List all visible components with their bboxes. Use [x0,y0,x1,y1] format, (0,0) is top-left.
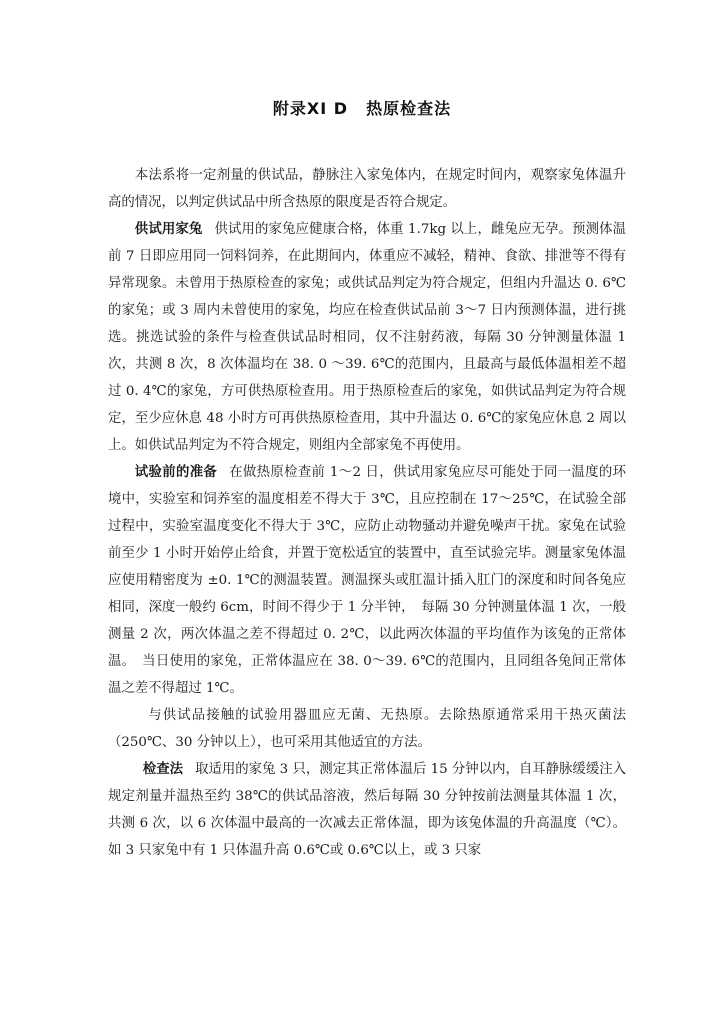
apparatus-paragraph: 与供试品接触的试验用器皿应无菌、无热原。去除热原通常采用干热灭菌法（250℃、30 分钟以上），也可采用其他适宜的方法。 [108,708,626,750]
section-rabbits [108,216,626,459]
document-body [108,162,626,864]
title-appendix-number: 附录XI D [272,99,349,118]
section-heading: 试验前的准备 [134,465,218,480]
section-heading: 检查法 [142,762,184,777]
section-text: 在做热原检查前 1～2 日，供试用家兔应尽可能处于同一温度的环境中，实验室和饲养室的温度相差不得大于 3℃，且应控制在 17～25℃，在试验全部过程中，实验室温度变化不得大于 3℃，应防止动物骚动并避免噪声干扰。家兔在试验前至少 1 小时开始停止给食，并置于宽松适宜的装置中，直至试验完毕。测量家兔体温应使用精密度为 ±0. 1℃的测温装置。测温探头或肛温计插入肛门的深度和时间各兔应相同，深度一般约 6cm，时间不得少于 1 分半钟， 每隔 30 分钟测量体温 1 次，一般测量 2 次，两次体温之差不得超过 0. 2℃，以此两次体温的平均值作为该兔的正常体温。 当日使用的家兔，正常体温应在 38. 0～39. 6℃的范围内，且同组各兔间正常体温之差不得超过 1℃。 [108,465,626,696]
title-method-name: 热原检查法 [366,99,452,118]
section-text: 供试用的家兔应健康合格，体重 1.7kg 以上，雌兔应无孕。预测体温前 7 日即应用同一饲料饲养，在此期间内，体重应不减轻，精神、食欲、排泄等不得有异常现象。未曾用于热原检查的家兔；或供试品判定为符合规定，但组内升温达 0. 6℃的家兔；或 3 周内未曾使用的家兔，均应在检查供试品前 3～7 日内预测体温，进行挑选。挑选试验的条件与检查供试品时相同，仅不注射药液，每隔 30 分钟测量体温 1 次，共测 8 次，8 次体温均在 38. 0 ～39. 6℃的范围内，且最高与最低体温相差不超过 0. 4℃的家兔，方可供热原检查用。用于热原检查后的家兔，如供试品判定为符合规定，至少应休息 48 小时方可再供热原检查用，其中升温达 0. 6℃的家兔应休息 2 周以上。如供试品判定为不符合规定，则组内全部家兔不再使用。 [108,222,627,453]
intro-paragraph: 本法系将一定剂量的供试品，静脉注入家兔体内，在规定时间内，观察家兔体温升高的情况，以判定供试品中所含热原的限度是否符合规定。 [108,168,626,210]
section-heading: 供试用家兔 [134,222,203,237]
section-method [108,756,626,864]
section-text: 取适用的家兔 3 只，测定其正常体温后 15 分钟以内，自耳静脉缓缓注入规定剂量并温热至约 38℃的供试品溶液，然后每隔 30 分钟按前法测量其体温 1 次，共测 6 次，以 6 次体温中最高的一次减去正常体温，即为该兔体温的升高温度（℃）。如 3 只家兔中有 1 只体温升高 0.6℃或 0.6℃以上，或 3 只家 [108,762,627,858]
page-title [0,96,724,119]
section-preparation [108,459,626,702]
